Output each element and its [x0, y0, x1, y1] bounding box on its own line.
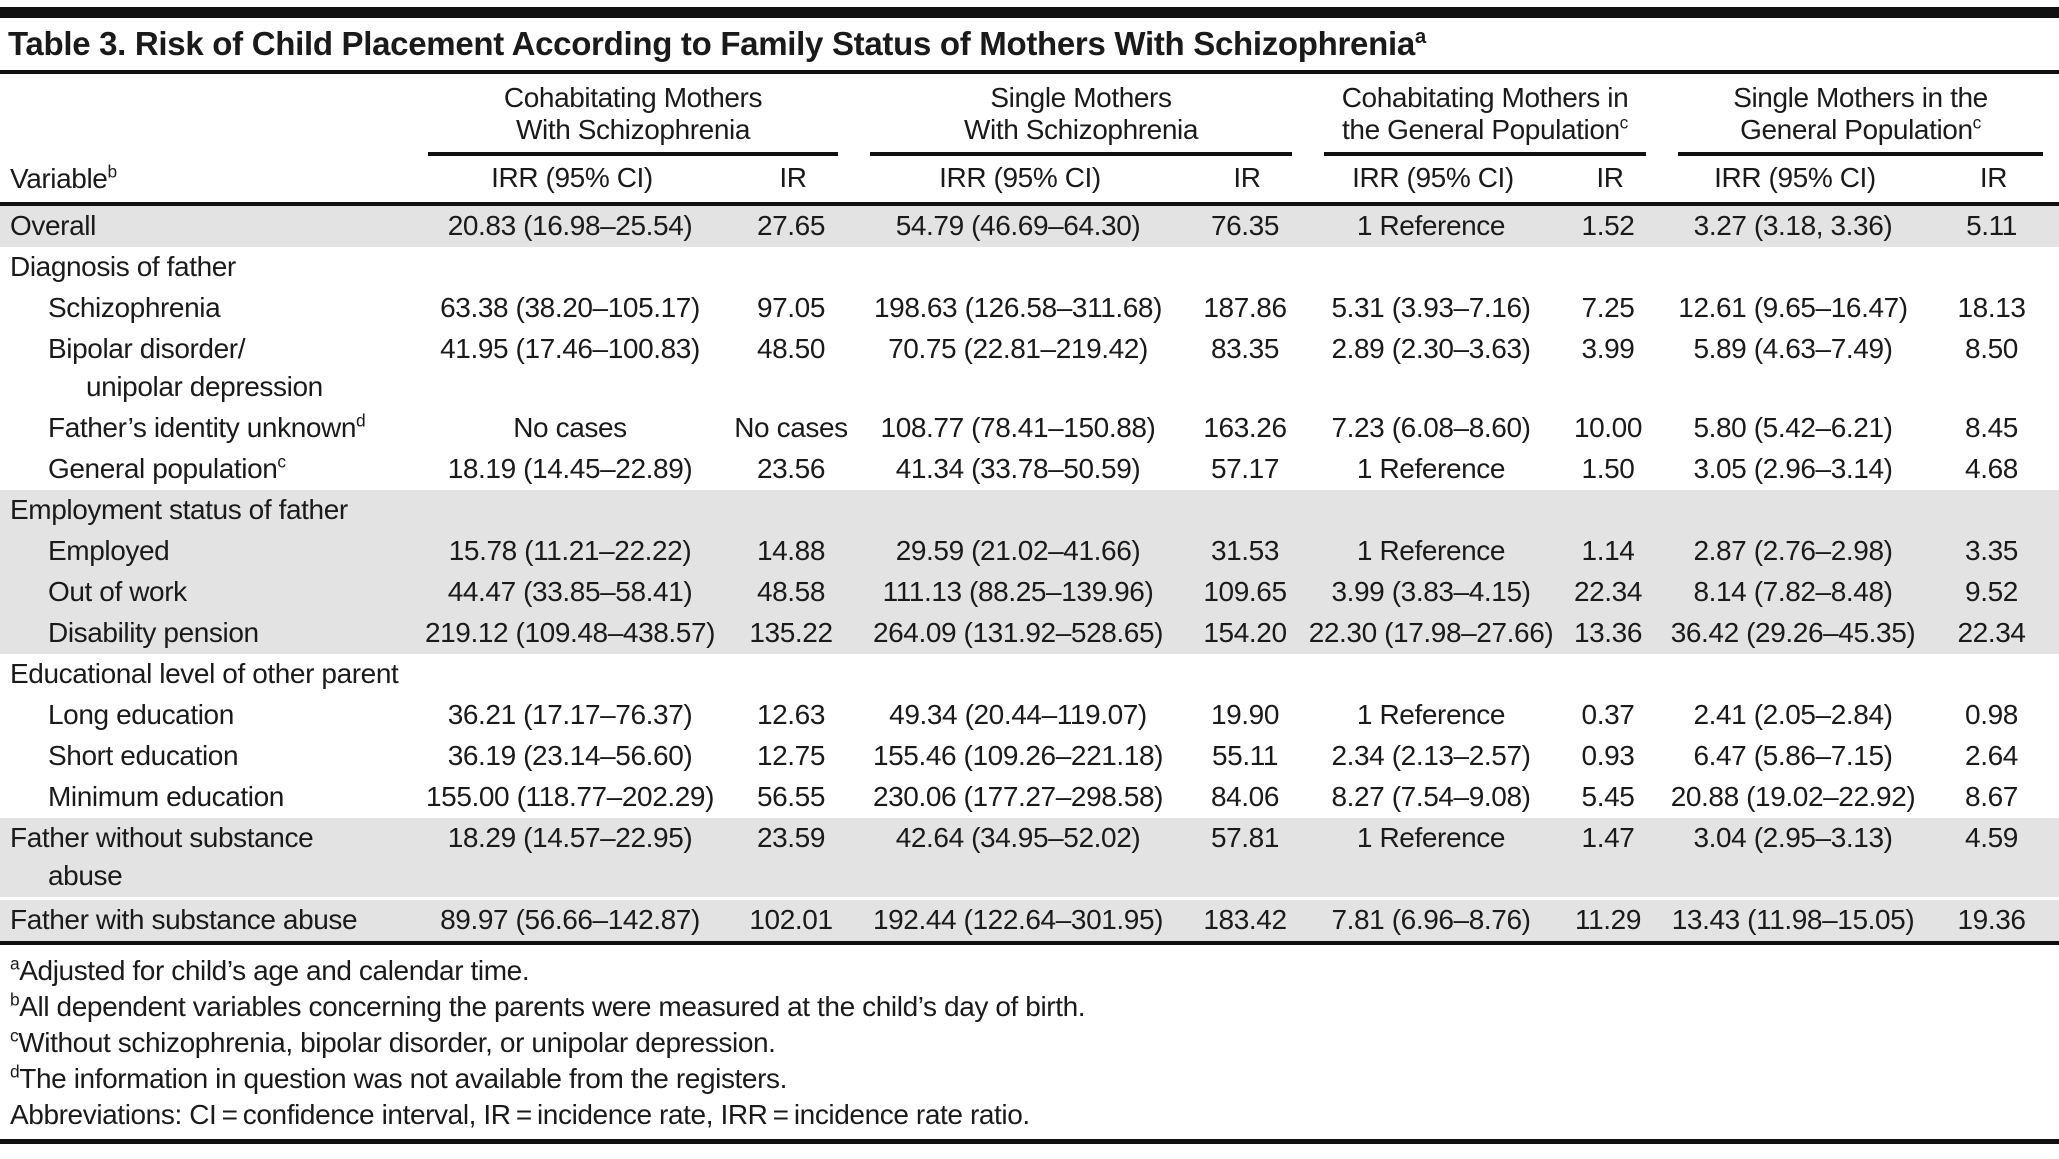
- row-label-cell: [0, 572, 412, 613]
- irr-cell: 1 Reference: [1356, 699, 1506, 730]
- footnote-marker: c: [10, 1025, 19, 1046]
- table-row: [0, 818, 2059, 899]
- subheader-ir-cell: IR: [1186, 156, 1308, 204]
- subheader-irr-cell: IRR (95% CI): [412, 156, 732, 204]
- ir-cell: [1558, 247, 1662, 288]
- row-label-line: Employment status of father: [10, 494, 348, 525]
- variable-header-footnote-marker: b: [107, 161, 117, 182]
- row-label-line: General population$^c$: [48, 451, 286, 484]
- column-group-header-cohabitating-general: [1308, 74, 1662, 156]
- column-group-title: Cohabitating Mothers With Schizophrenia: [503, 82, 763, 145]
- row-label-line: Schizophrenia: [48, 292, 221, 323]
- irr-cell: 2.34 (2.13–2.57): [1331, 740, 1531, 771]
- ir-cell: 0.98: [1965, 699, 2018, 730]
- ir-cell: 57.17: [1210, 453, 1280, 484]
- irr-cell: 41.95 (17.46–100.83): [440, 333, 700, 364]
- table-row: [0, 288, 2059, 329]
- row-label-cell: [0, 654, 412, 695]
- row-label-cell: [0, 204, 412, 247]
- irr-cell: [1662, 247, 1928, 288]
- ir-cell: 12.63: [756, 699, 826, 730]
- row-label-line: Educational level of other parent: [10, 658, 399, 689]
- irr-cell: [1308, 247, 1558, 288]
- ir-cell: 27.65: [756, 210, 826, 241]
- table-title-footnote-marker: a: [1414, 25, 1426, 48]
- ir-cell: 5.11: [1966, 210, 2017, 241]
- row-label-line: Diagnosis of father: [10, 251, 236, 282]
- ir-cell: 22.34: [1573, 576, 1643, 607]
- ir-cell: 48.50: [756, 333, 826, 364]
- ir-cell: 3.35: [1965, 535, 2018, 566]
- ir-cell: [1928, 247, 2059, 288]
- ir-cell: 135.22: [749, 617, 833, 648]
- top-rule: [0, 7, 2059, 18]
- irr-cell: 12.61 (9.65–16.47): [1678, 292, 1908, 323]
- irr-cell: 1 Reference: [1356, 210, 1506, 241]
- row-label-cell: [0, 247, 412, 288]
- ir-cell: 0.37: [1581, 699, 1635, 730]
- irr-cell: 63.38 (38.20–105.17): [440, 292, 700, 323]
- ir-cell: [1186, 490, 1308, 531]
- irr-cell: 8.14 (7.82–8.48): [1693, 576, 1893, 607]
- ir-cell: 187.86: [1203, 292, 1287, 323]
- subheader-irr-cell: IRR (95% CI): [854, 156, 1186, 204]
- table-row: [0, 899, 2059, 944]
- column-group-header-single-general: [1662, 74, 2059, 156]
- abbreviations-note: Abbreviations: CI = confidence interval, IR = incidence rate, IRR = incidence rate ratio.: [10, 1099, 1030, 1130]
- section-row: [0, 654, 2059, 695]
- irr-cell: 111.13 (88.25–139.96): [882, 576, 1154, 607]
- irr-cell: 2.87 (2.76–2.98): [1693, 535, 1893, 566]
- table-row: [0, 449, 2059, 490]
- footnote: $^a$Adjusted for child’s age and calendar time.: [10, 953, 530, 986]
- irr-cell: 3.27 (3.18, 3.36): [1693, 210, 1893, 241]
- column-group-header-cohabitating-schizophrenia: [412, 74, 854, 156]
- ir-cell: 55.11: [1212, 740, 1278, 771]
- irr-cell: 18.29 (14.57–22.95): [447, 822, 693, 853]
- ir-cell: 57.81: [1210, 822, 1280, 853]
- irr-cell: 36.42 (29.26–45.35): [1670, 617, 1916, 648]
- row-label-line: unipolar depression: [86, 371, 323, 402]
- ir-cell: 4.59: [1965, 822, 2018, 853]
- footnote-marker: a: [10, 953, 20, 974]
- row-label-cell: [0, 736, 412, 777]
- ir-cell: 1.47: [1581, 822, 1635, 853]
- ir-cell: 154.20: [1203, 617, 1287, 648]
- row-label-line: Short education: [48, 740, 239, 771]
- ir-cell: [732, 247, 854, 288]
- ir-cell: [1558, 490, 1662, 531]
- irr-cell: 2.41 (2.05–2.84): [1693, 699, 1893, 730]
- irr-cell: 8.27 (7.54–9.08): [1331, 781, 1531, 812]
- row-label-cell: [0, 408, 412, 449]
- irr-cell: 6.47 (5.86–7.15): [1693, 740, 1893, 771]
- footnote-marker: d: [10, 1061, 20, 1082]
- irr-cell: 230.06 (177.27–298.58): [872, 781, 1164, 812]
- variable-header-text: Variable: [10, 163, 108, 194]
- table-row: [0, 531, 2059, 572]
- table-title: [0, 18, 2059, 74]
- table-row: [0, 408, 2059, 449]
- ir-cell: 48.58: [756, 576, 826, 607]
- ir-cell: [732, 490, 854, 531]
- row-label-line: Father without substance: [10, 822, 314, 853]
- row-label-line: abuse: [48, 860, 123, 891]
- ir-cell: [1186, 654, 1308, 695]
- ir-cell: 2.64: [1965, 740, 2018, 771]
- irr-cell: 5.89 (4.63–7.49): [1693, 333, 1893, 364]
- row-label-line: Father’s identity unknown$^d$: [48, 410, 366, 443]
- group-header-row: [0, 74, 2059, 156]
- row-label-cell: [0, 329, 412, 408]
- irr-cell: 264.09 (131.92–528.65): [872, 617, 1164, 648]
- row-label-line: Employed: [48, 535, 170, 566]
- irr-cell: 2.89 (2.30–3.63): [1331, 333, 1531, 364]
- row-label-line: Father with substance abuse: [10, 904, 358, 935]
- table-row: [0, 613, 2059, 654]
- row-label-line: Disability pension: [48, 617, 259, 648]
- irr-cell: 3.04 (2.95–3.13): [1693, 822, 1893, 853]
- footnote-marker: d: [356, 410, 366, 431]
- row-label-line: Overall: [10, 210, 96, 241]
- irr-cell: 70.75 (22.81–219.42): [888, 333, 1148, 364]
- subheader-irr-cell: IRR (95% CI): [1662, 156, 1928, 204]
- ir-cell: 23.56: [756, 453, 826, 484]
- ir-cell: [1928, 654, 2059, 695]
- ir-cell: 8.67: [1965, 781, 2018, 812]
- ir-cell: 19.36: [1928, 899, 2059, 944]
- irr-cell: 1 Reference: [1356, 535, 1506, 566]
- irr-cell: 89.97 (56.66–142.87): [412, 899, 732, 944]
- irr-cell: [854, 247, 1186, 288]
- footnote: $^b$All dependent variables concerning the parents were measured at the child’s day of birth.: [10, 989, 1086, 1022]
- row-label-cell: [0, 695, 412, 736]
- irr-cell: No cases: [513, 412, 627, 443]
- irr-cell: 20.83 (16.98–25.54): [447, 210, 693, 241]
- irr-cell: 219.12 (109.48–438.57): [424, 617, 716, 648]
- ir-cell: [1928, 490, 2059, 531]
- table-row: [0, 736, 2059, 777]
- ir-cell: 23.59: [756, 822, 826, 853]
- irr-cell: 5.31 (3.93–7.16): [1331, 292, 1531, 323]
- ir-cell: 97.05: [756, 292, 826, 323]
- subheader-ir-cell: IR: [1928, 156, 2059, 204]
- irr-cell: 49.34 (20.44–119.07): [889, 699, 1147, 730]
- ir-cell: 9.52: [1965, 576, 2018, 607]
- ir-cell: 8.45: [1965, 412, 2018, 443]
- row-label-cell: [0, 288, 412, 329]
- row-label-cell: [0, 818, 412, 899]
- ir-cell: 109.65: [1203, 576, 1287, 607]
- irr-cell: 198.63 (126.58–311.68): [873, 292, 1163, 323]
- ir-cell: 1.14: [1581, 535, 1635, 566]
- column-group-title: Single Mothers in the General Population$^c$: [1733, 82, 1988, 145]
- irr-cell: 36.21 (17.17–76.37): [447, 699, 693, 730]
- irr-cell: 192.44 (122.64–301.95): [854, 899, 1186, 944]
- table-row: [0, 572, 2059, 613]
- ir-cell: 18.13: [1957, 292, 2026, 323]
- section-row: [0, 490, 2059, 531]
- row-label-cell: [0, 613, 412, 654]
- table-row: [0, 204, 2059, 247]
- footnotes: [0, 945, 2059, 1133]
- irr-cell: 3.99 (3.83–4.15): [1331, 576, 1531, 607]
- irr-cell: [412, 654, 732, 695]
- row-label-cell: [0, 449, 412, 490]
- row-label-cell: [0, 777, 412, 818]
- irr-cell: 3.05 (2.96–3.14): [1693, 453, 1893, 484]
- irr-cell: 155.46 (109.26–221.18): [872, 740, 1164, 771]
- irr-cell: 41.34 (33.78–50.59): [895, 453, 1141, 484]
- ir-cell: 22.34: [1957, 617, 2026, 648]
- irr-cell: 29.59 (21.02–41.66): [895, 535, 1141, 566]
- ir-cell: 3.99: [1581, 333, 1635, 364]
- subheader-ir-cell: IR: [732, 156, 854, 204]
- table-row: [0, 329, 2059, 408]
- ir-cell: 163.26: [1203, 412, 1287, 443]
- irr-cell: 18.19 (14.45–22.89): [447, 453, 693, 484]
- irr-cell: 15.78 (11.21–22.22): [448, 535, 692, 566]
- ir-cell: 5.45: [1581, 781, 1635, 812]
- irr-cell: 44.47 (33.85–58.41): [447, 576, 693, 607]
- ir-cell: 12.75: [756, 740, 826, 771]
- section-row: [0, 247, 2059, 288]
- ir-cell: 8.50: [1965, 333, 2018, 364]
- irr-cell: 36.19 (23.14–56.60): [447, 740, 693, 771]
- ir-cell: [1186, 247, 1308, 288]
- ir-cell: 76.35: [1210, 210, 1280, 241]
- ir-cell: 4.68: [1965, 453, 2018, 484]
- row-label-cell: [0, 490, 412, 531]
- table-body: [0, 204, 2059, 943]
- irr-cell: [1662, 654, 1928, 695]
- subheader-irr-cell: IRR (95% CI): [1308, 156, 1558, 204]
- ir-cell: 183.42: [1186, 899, 1308, 944]
- irr-cell: [1308, 490, 1558, 531]
- ir-cell: 102.01: [732, 899, 854, 944]
- irr-cell: [854, 490, 1186, 531]
- irr-cell: 7.23 (6.08–8.60): [1331, 412, 1531, 443]
- row-label-line: Out of work: [48, 576, 187, 607]
- column-group-header-single-schizophrenia: [854, 74, 1308, 156]
- subheader-ir-cell: IR: [1558, 156, 1662, 204]
- row-label-cell: [0, 899, 412, 944]
- ir-cell: 13.36: [1573, 617, 1643, 648]
- row-label-cell: [0, 531, 412, 572]
- irr-cell: 155.00 (118.77–202.29): [425, 781, 715, 812]
- column-group-title: Single Mothers With Schizophrenia: [963, 82, 1199, 145]
- ir-cell: [1558, 654, 1662, 695]
- ir-cell: No cases: [734, 412, 848, 443]
- irr-cell: 5.80 (5.42–6.21): [1693, 412, 1893, 443]
- bottom-rule: [0, 1139, 2059, 1144]
- irr-cell: [1308, 654, 1558, 695]
- ir-cell: 7.25: [1581, 292, 1635, 323]
- ir-cell: 11.29: [1558, 899, 1662, 944]
- row-label-line: Long education: [48, 699, 234, 730]
- footnote-marker: c: [277, 451, 286, 472]
- irr-cell: 20.88 (19.02–22.92): [1670, 781, 1916, 812]
- row-label-line: Minimum education: [48, 781, 284, 812]
- irr-cell: [1662, 490, 1928, 531]
- irr-cell: 1 Reference: [1356, 453, 1506, 484]
- footnote: $^c$Without schizophrenia, bipolar disorder, or unipolar depression.: [10, 1025, 776, 1058]
- ir-cell: [732, 654, 854, 695]
- irr-cell: [412, 490, 732, 531]
- irr-cell: 54.79 (46.69–64.30): [895, 210, 1141, 241]
- ir-cell: 1.52: [1581, 210, 1635, 241]
- row-label-line: Bipolar disorder/: [48, 333, 246, 364]
- ir-cell: 84.06: [1210, 781, 1280, 812]
- column-group-title: Cohabitating Mothers in the General Population$^c$: [1341, 82, 1629, 145]
- irr-cell: 108.77 (78.41–150.88): [880, 412, 1156, 443]
- footnote: $^d$The information in question was not available from the registers.: [10, 1061, 788, 1094]
- ir-cell: 83.35: [1210, 333, 1280, 364]
- variable-column-header: [0, 74, 412, 204]
- ir-cell: 1.50: [1581, 453, 1635, 484]
- irr-cell: 42.64 (34.95–52.02): [895, 822, 1141, 853]
- table-title-text: Table 3. Risk of Child Placement According to Family Status of Mothers With Schizophrenia: [8, 25, 1415, 62]
- footnote-marker: b: [10, 989, 20, 1010]
- ir-cell: 0.93: [1581, 740, 1635, 771]
- ir-cell: 10.00: [1573, 412, 1643, 443]
- ir-cell: 31.53: [1210, 535, 1280, 566]
- ir-cell: 56.55: [756, 781, 826, 812]
- ir-cell: 19.90: [1210, 699, 1280, 730]
- irr-cell: 7.81 (6.96–8.76): [1308, 899, 1558, 944]
- irr-cell: 22.30 (17.98–27.66): [1308, 617, 1554, 648]
- irr-cell: 1 Reference: [1356, 822, 1506, 853]
- table-row: [0, 777, 2059, 818]
- irr-cell: 13.43 (11.98–15.05): [1662, 899, 1928, 944]
- irr-cell: [854, 654, 1186, 695]
- ir-cell: 14.88: [756, 535, 826, 566]
- irr-cell: [412, 247, 732, 288]
- table-row: [0, 695, 2059, 736]
- data-table: [0, 74, 2059, 945]
